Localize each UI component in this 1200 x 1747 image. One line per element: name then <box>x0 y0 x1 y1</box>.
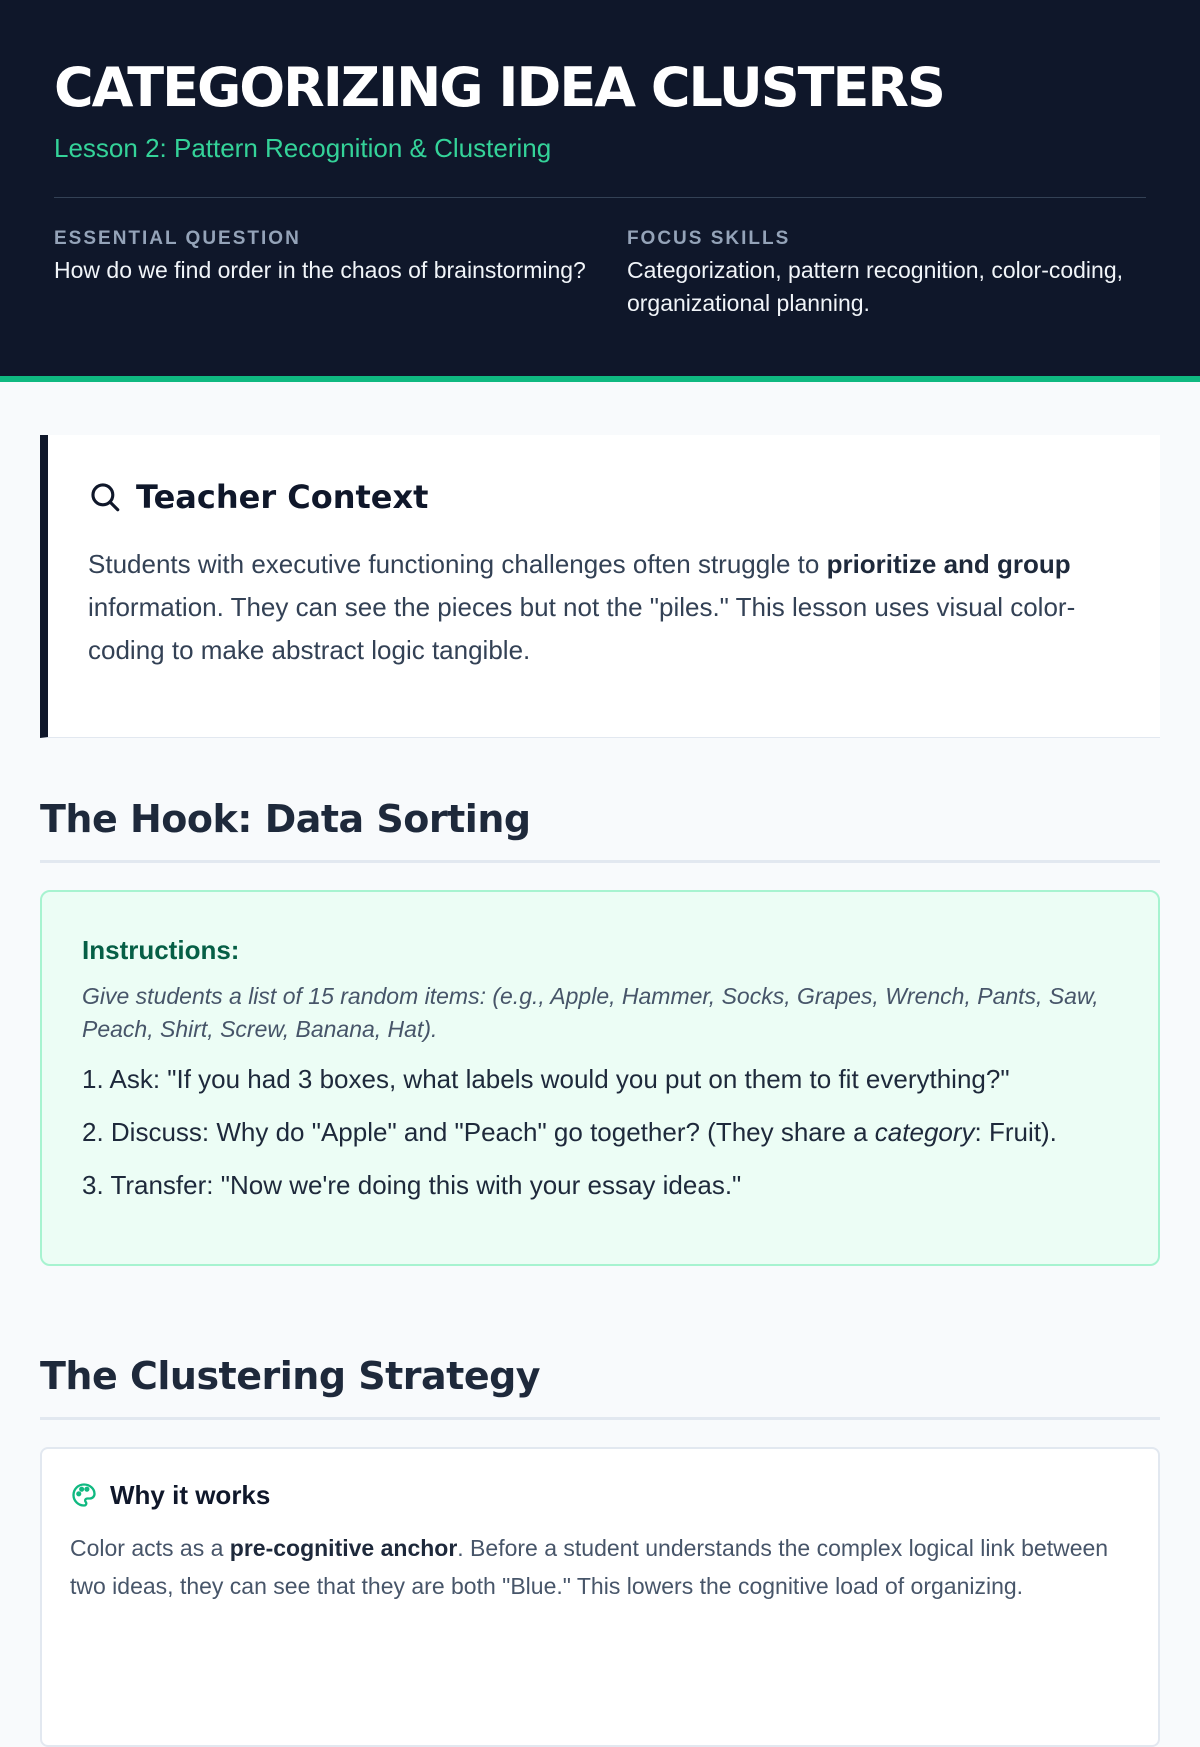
instruction-steps <box>82 1060 1118 1204</box>
lesson-header <box>0 0 1200 382</box>
focus-skills-text: Categorization, pattern recognition, color-coding, organizational planning. <box>626 257 1124 316</box>
palette-icon <box>70 1481 98 1509</box>
teacher-context-card <box>40 435 1160 738</box>
step-text-end: : Fruit). <box>974 1117 1057 1147</box>
search-icon <box>88 480 122 514</box>
why-it-works-card <box>40 1447 1160 1747</box>
teacher-context-header <box>88 475 1108 519</box>
essential-question <box>54 226 627 320</box>
teacher-context-title: Teacher Context <box>136 478 429 516</box>
why-text-start: Color acts as a <box>70 1535 230 1561</box>
why-it-works-title: Why it works <box>110 1480 271 1510</box>
hook-heading: The Hook: Data Sorting <box>40 797 531 841</box>
teacher-context-body <box>88 543 1108 672</box>
step-item <box>82 1113 1118 1151</box>
why-text-end: . Before a student understands the complex logical link between two ideas, they can see that they are both "Blue." This lowers the cognitive load of organizing. <box>70 1535 1109 1599</box>
step-item: 3. Transfer: "Now we're doing this with your essay ideas." <box>82 1170 742 1200</box>
context-text-start: Students with executive functioning challenges often struggle to <box>88 549 827 579</box>
focus-skills-label: FOCUS SKILLS <box>626 228 791 249</box>
step-text-start: 2. Discuss: Why do "Apple" and "Peach" go together? (They share a <box>82 1117 875 1147</box>
context-text-end: information. They can see the pieces but not the "piles." This lesson uses visual color-coding to make abstract logic tangible. <box>88 592 1076 665</box>
instructions-note: Give students a list of 15 random items: (e.g., Apple, Hammer, Socks, Grapes, Wrench, Pants, Saw, Peach, Shirt, Screw, Banana, Hat). <box>82 983 1099 1042</box>
lesson-subtitle: Lesson 2: Pattern Recognition & Clustering <box>54 133 552 163</box>
clustering-heading-rule <box>40 1417 1160 1420</box>
why-it-works-header <box>70 1477 1130 1513</box>
header-meta <box>54 226 1146 320</box>
step-emphasis: category <box>874 1117 975 1147</box>
page-title: CATEGORIZING IDEA CLUSTERS <box>54 56 944 119</box>
lesson-content <box>0 382 1200 1747</box>
instructions-label: Instructions: <box>82 935 240 965</box>
step-item: 1. Ask: "If you had 3 boxes, what labels would you put on them to fit everything?" <box>82 1064 1010 1094</box>
header-divider <box>54 197 1146 198</box>
hook-heading-rule <box>40 860 1160 863</box>
essential-question-text: How do we find order in the chaos of brainstorming? <box>54 257 586 283</box>
essential-question-label: ESSENTIAL QUESTION <box>54 228 301 249</box>
focus-skills <box>627 226 1146 320</box>
context-emphasis: prioritize and group <box>826 549 1071 579</box>
hook-section <box>40 794 1160 1266</box>
clustering-heading: The Clustering Strategy <box>40 1354 541 1398</box>
instructions-card <box>40 890 1160 1266</box>
why-it-works-body <box>70 1529 1130 1605</box>
why-emphasis: pre-cognitive anchor <box>229 1535 458 1561</box>
clustering-section <box>40 1351 1160 1747</box>
